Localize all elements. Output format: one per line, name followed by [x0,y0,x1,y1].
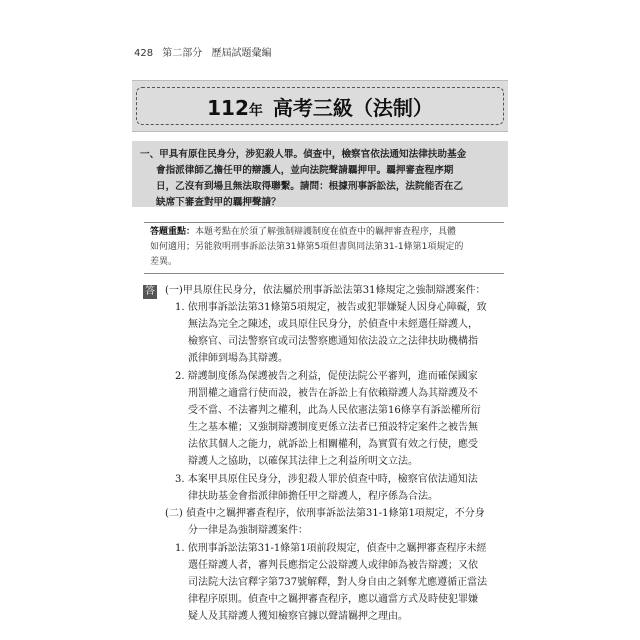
answer-line: 無法為完全之陳述，或具原住民身分，於偵查中未經選任辯護人， [188,319,478,330]
question-line: 缺席下審查對甲的羈押聲請？ [156,197,281,208]
page-number: 428 [134,48,154,59]
answer-line: 3. 本案甲具原住民身分，涉犯殺人罪於偵查中時，檢察官依法通知法 [175,474,478,485]
part-label: 第二部分 [162,48,203,59]
answer-line: 疑人及其辯護人獲知檢察官據以聲請羈押之理由。 [188,611,408,622]
key-points-line: 如何適用；另能敘明刑事訴訟法第31條第5項但書與同法第31-1條第1項規定的 [150,242,464,252]
key-points-line [150,225,504,240]
running-header [134,44,277,59]
answer-line: 1. 依刑事訴訟法第31-1條第1項前段規定，偵查中之羈押審查程序未經 [175,543,487,554]
answer-line: 辯護人之協助，以確保其法律上之利益所明文立法。 [188,456,418,467]
answer-line: 刑罰權之適當行使而設，被告在訴訟上有依賴辯護人為其辯護及不 [188,388,478,399]
answer-line: 生之基本權；又強制辯護制度更係立法者已預設特定案件之被告無 [188,422,478,433]
exam-title [132,92,508,121]
answer-line: 律程序原則。偵查中之羈押審查程序，應以適當方式及時使犯罪嫌 [188,594,478,605]
answer-line: 派律師到場為其辯護。 [188,353,288,364]
answer-line: 律扶助基金會指派律師擔任甲之辯護人，程序係為合法。 [188,491,438,502]
key-points-box [144,222,504,274]
title-banner [132,80,508,132]
key-points-label: 答題重點： [150,227,196,237]
answer-line: (一)甲具原住民身分，依法屬於刑事訴訟法第31條規定之強制辯護案件： [165,285,486,296]
key-points-bottom-rule [144,273,504,274]
answer-line: 1. 依刑事訴訟法第31條第5項規定，被告或犯罪嫌疑人因身心障礙，致 [175,302,487,313]
answer-line: 選任辯護人者，審判長應指定公設辯護人或律師為被告辯護；又依 [188,560,478,571]
answer-line: 法依其個人之能力，就訴訟上相關權利，為實質有效之行使，應受 [188,439,478,450]
section-label: 歷屆試題彙編 [211,48,272,59]
answer-line: 2. 辯護制度係為保護被告之利益，促使法院公平審判，進而確保國家 [175,371,478,382]
question-line: 日，乙沒有到場且無法取得聯繫。請問：根據刑事訴訟法，法院能否在乙 [156,181,463,192]
answer-line: 受不當、不法審判之權利，此為人民依憲法第16條享有訴訟權所衍 [188,405,481,416]
answer-line: 檢察官、司法警察官或司法警察應通知依法設立之法律扶助機構指 [188,336,478,347]
question-line: 會指派律師乙擔任甲的辯護人，並向法院聲請羈押甲。羈押審查程序期 [156,165,454,176]
key-points-text: 本題考點在於須了解強制辯護制度在偵查中的羈押審查程序，具體 [195,227,457,237]
answer-line: 司法院大法官釋字第737號解釋，對人身自由之剝奪尤應遵循正當法 [188,577,488,588]
question-line: 一、甲具有原住民身分，涉犯殺人罪。偵查中，檢察官依法通知法律扶助基金 [140,149,467,160]
exam-name: 高考三級（法制） [272,96,433,120]
exam-year: 112 [207,96,249,120]
answer-line: (二) 偵查中之羈押審查程序，依刑事訴訟法第31-1條第1項規定，不分身 [165,508,485,519]
question-box [132,141,508,207]
key-points-line: 差異。 [150,257,178,267]
answer-badge: 答 [145,286,155,297]
exam-year-suffix: 年 [248,103,263,119]
answer-line: 分一律是為強制辯護案件： [188,525,308,536]
